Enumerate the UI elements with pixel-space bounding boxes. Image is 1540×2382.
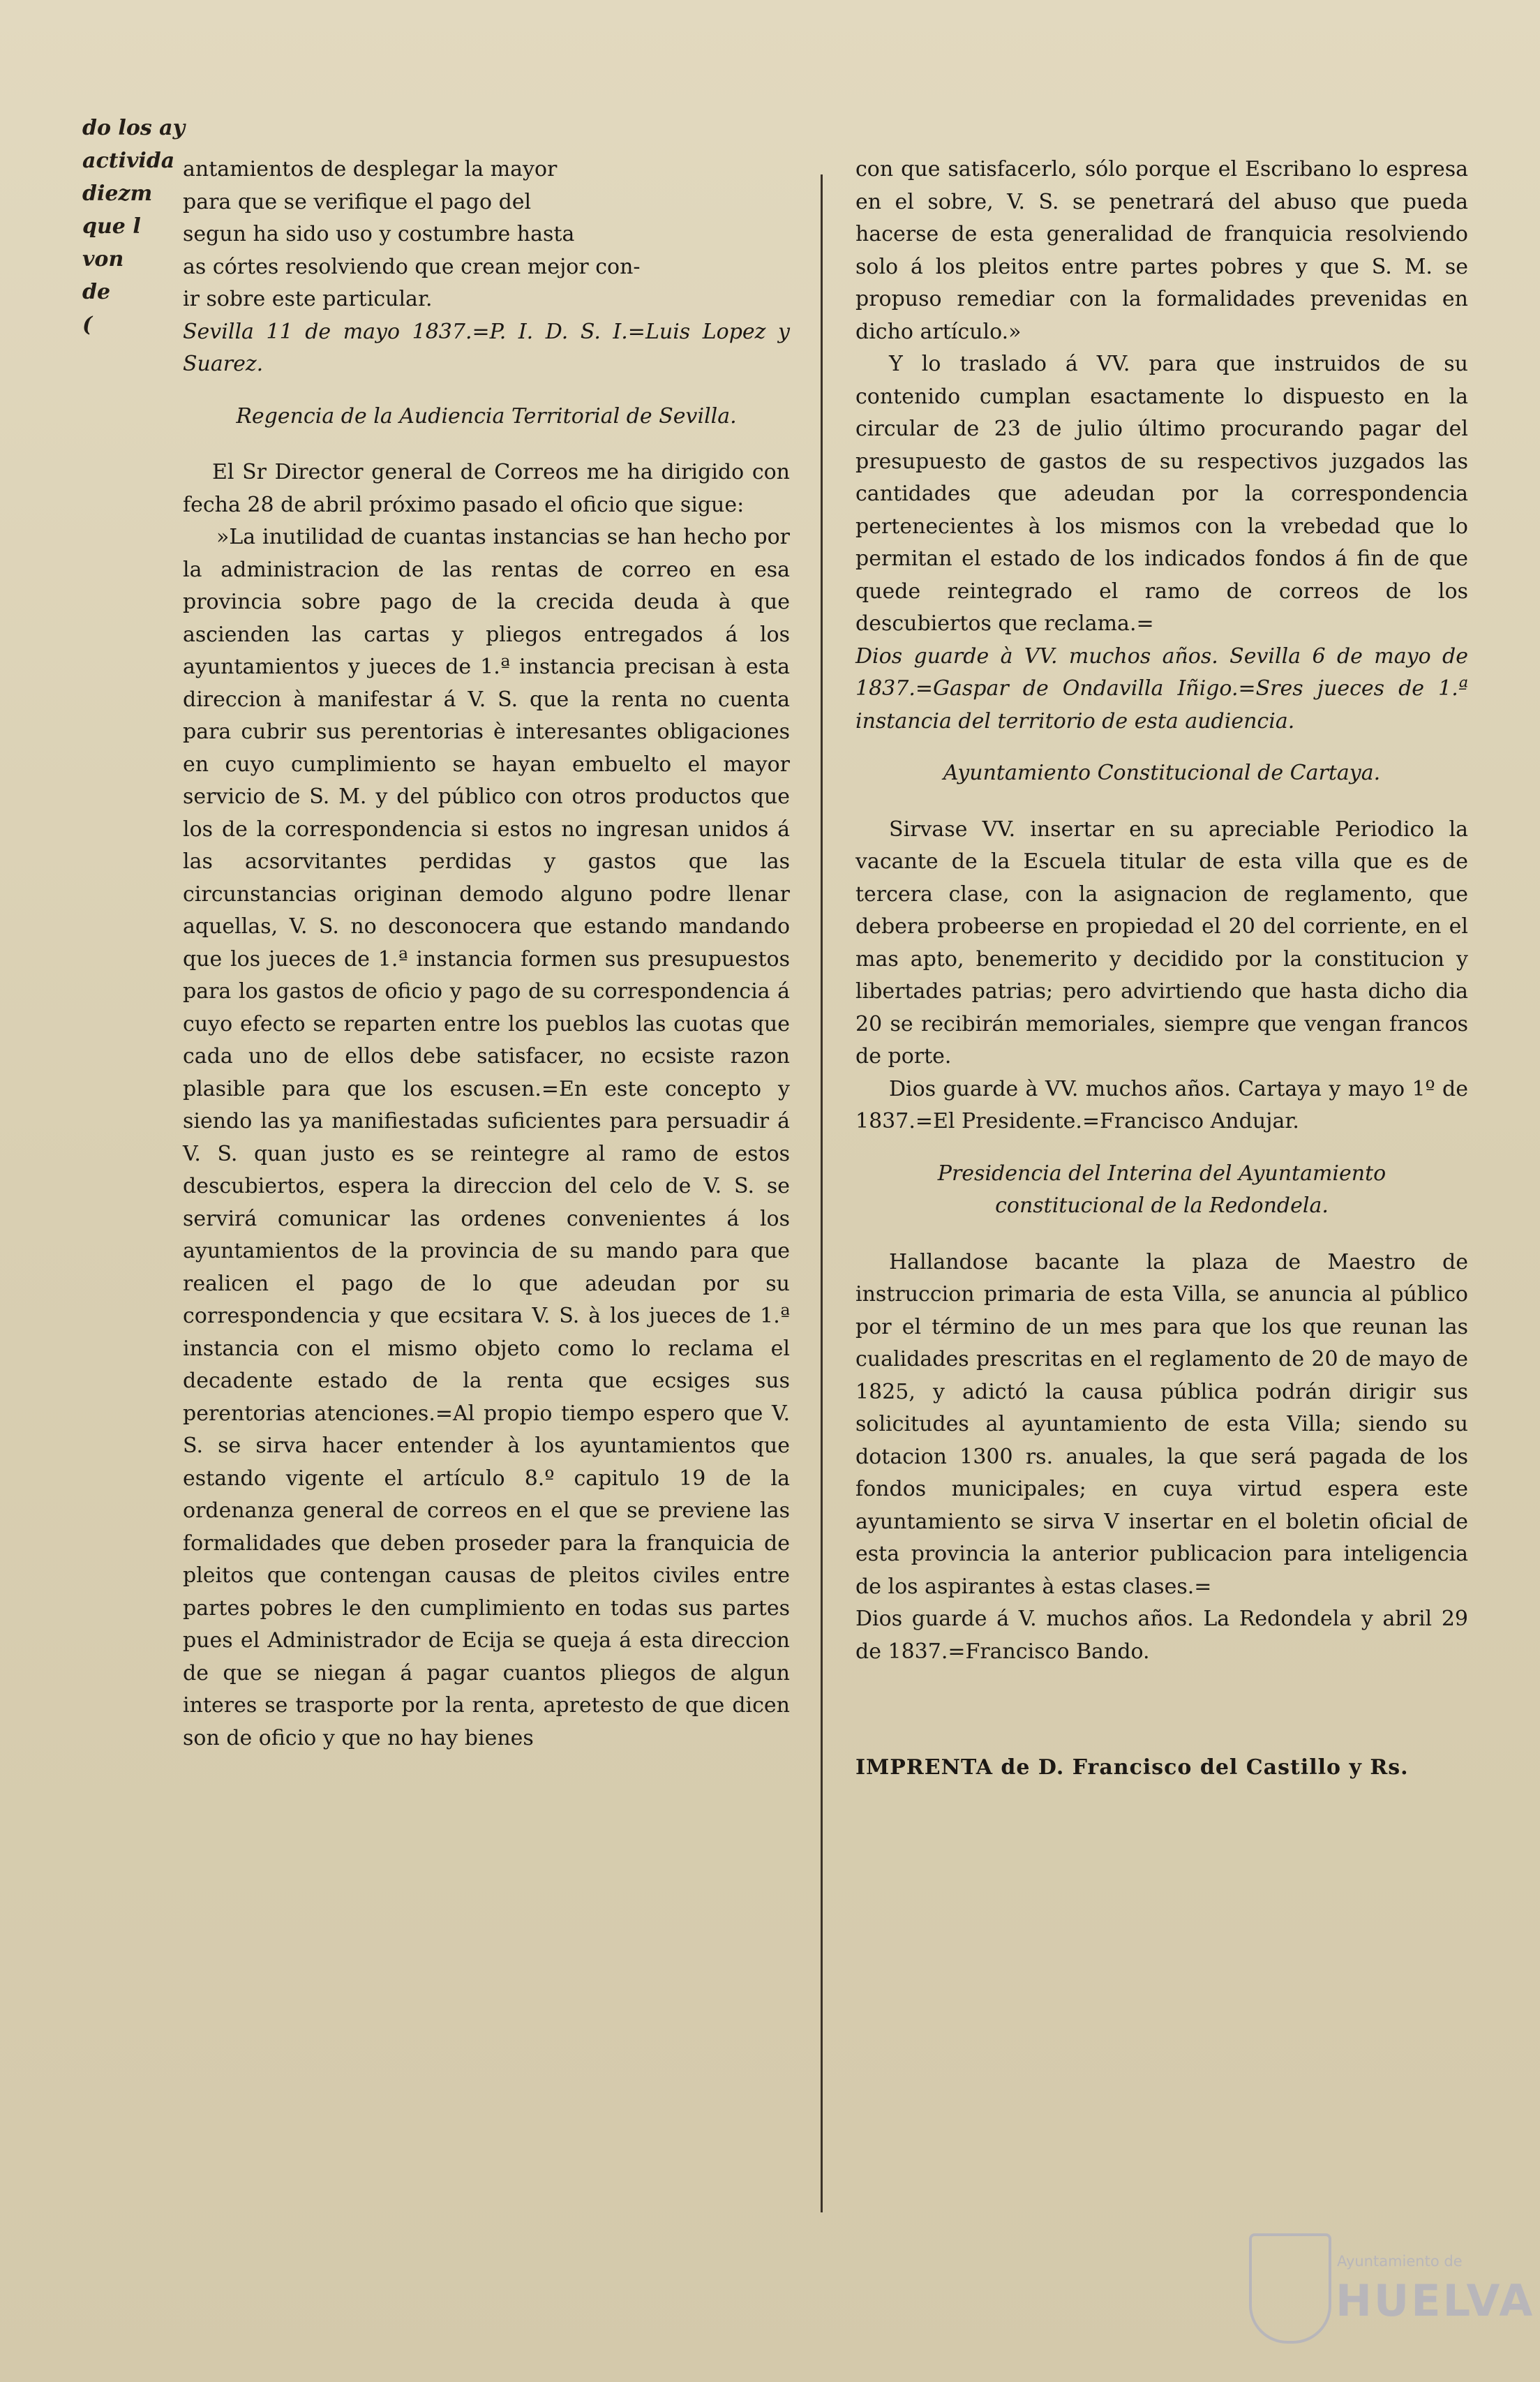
- opening-line: as córtes resolviendo que crean mejor con-: [183, 254, 641, 279]
- opening-line: segun ha sido uso y costumbre hasta: [183, 222, 575, 246]
- margin-line: diezm: [82, 181, 153, 206]
- section-heading-regencia: Regencia de la Audiencia Territorial de Sevilla.: [236, 403, 737, 429]
- huelva-watermark: [1249, 2233, 1535, 2359]
- margin-line: que l: [82, 214, 141, 239]
- printer-footer: IMPRENTA de D. Francisco del Castillo y Rs.: [855, 1755, 1409, 1780]
- watermark-name: HUELVA: [1336, 2275, 1535, 2326]
- opening-signature: Sevilla 11 de mayo 1837.=P. I. D. S. I.=Luis Lopez y Suarez.: [183, 319, 790, 376]
- intro-paragraph: El Sr Director general de Correos me ha dirigido con fecha 28 de abril próximo pasado el oficio que sigue:: [183, 460, 790, 517]
- redondela-signature: Dios guarde á V. muchos años. La Redondela y abril 29 de 1837.=Francisco Bando.: [855, 1607, 1468, 1664]
- opening-line: ir sobre este particular.: [183, 287, 433, 311]
- oficio-paragraph: »La inutilidad de cuantas instancias se han hecho por la administracion de las rentas de correo en esa provincia sobre pago de la crecida deuda à que ascienden las cartas y pliegos entregados á los ayuntamientos y jueces de 1.ª instancia precisan à esta direccion à manifestar á V. S. que la renta no cuenta para cubrir sus perentorias è interesantes obligaciones en cuyo cumplimiento se hayan embuelto el mayor servicio de S. M. y del público con otros productos que los de la correspondencia si estos no ingresan unidos á las acsorvitantes perdidas y gastos que las circunstancias originan demodo alguno podre llenar aquellas, V. S. no desconocera que estando mandando que los jueces de 1.ª instancia formen sus presupuestos para los gastos de oficio y pago de su correspondencia á cuyo efecto se reparten entre los pueblos las cuotas que cada uno de ellos debe satisfacer, no ecsiste razon plasible para que los escusen.=En este concepto y siendo las ya manifiestadas suficientes para persuadir á V. S. quan justo es se reintegre al ramo de estos descubiertos, espera la direccion del celo de V. S. se servirá comunicar las ordenes convenientes á los ayuntamientos de la provincia de su mando para que realicen el pago de lo que adeudan por su correspondencia y que ecsitara V. S. à los jueces de 1.ª instancia con el mismo objeto como lo reclama el decadente estado de la renta que ecsiges sus perentorias atenciones.=Al propio tiempo espero que V. S. se sirva hacer entender à los ayuntamientos que estando vigente el artículo 8.º capitulo 19 de la ordenanza general de correos en el que se previene las formalidades que deben proseder para la franquicia de pleitos que contengan causas de pleitos civiles entre partes pobres le den cumplimiento en todas sus partes pues el Administrador de Ecija se queja á esta direccion de que se niegan á pagar cuantos pliegos de algun interes se trasporte por la renta, apretesto de que dicen son de oficio y que no hay bienes: [183, 525, 790, 1750]
- left-column: [183, 154, 790, 1755]
- coat-of-arms-icon: [1249, 2233, 1331, 2344]
- traslado-paragraph: Y lo traslado á VV. para que instruidos de su contenido cumplan esactamente lo dispuesto en la circular de 23 de julio último procurando pagar del presupuesto de gastos de su respectivos juzgados las cantidades que adeudan por la correspondencia pertenecientes à los mismos con la vrebedad que lo permitan el estado de los indicados fondos á fin de que quede reintegrado el ramo de correos de los descubiertos que reclama.=: [855, 352, 1468, 636]
- margin-line: do los ay: [82, 116, 186, 140]
- continuation-paragraph: con que satisfacerlo, sólo porque el Escribano lo espresa en el sobre, V. S. se penetrará del abuso que pueda hacerse de esta generalidad de franquicia resolviendo solo á los pleitos entre partes pobres y que S. M. se propuso remediar con la formalidades prevenidas en dicho artículo.»: [855, 157, 1468, 344]
- cartaya-signature: Dios guarde à VV. muchos años. Cartaya y mayo 1º de 1837.=El Presidente.=Francisco Andujar.: [855, 1076, 1468, 1133]
- section-heading-redondela: Presidencia del Interina del Ayuntamiento constitucional de la Redondela.: [937, 1161, 1386, 1218]
- margin-line: activida: [82, 149, 175, 173]
- margin-line: (: [82, 313, 93, 337]
- redondela-paragraph: Hallandose bacante la plaza de Maestro de instruccion primaria de esta Villa, se anuncia al público por el término de un mes para que los que reunan las cualidades prescritas en el reglamento de 20 de mayo de 1825, y adictó la causa pública podrán dirigir sus solicitudes al ayuntamiento de esta Villa; siendo su dotacion 1300 rs. anuales, la que será pagada de los fondos municipales; en cuya virtud espera este ayuntamiento se sirva V insertar en el boletin oficial de esta provincia la anterior publicacion para inteligencia de los aspirantes à estas clases.=: [855, 1249, 1468, 1599]
- opening-line: antamientos de desplegar la mayor: [183, 157, 558, 181]
- traslado-signature: Dios guarde à VV. muchos años. Sevilla 6 de mayo de 1837.=Gaspar de Ondavilla Iñigo.=Sres jueces de 1.ª instancia del territorio de esta audiencia.: [855, 643, 1468, 734]
- margin-line: von: [82, 247, 124, 271]
- margin-line: de: [82, 280, 111, 304]
- opening-line: para que se verifique el pago del: [183, 189, 532, 214]
- column-divider: [821, 174, 823, 2212]
- right-column: [855, 154, 1468, 1785]
- watermark-caption: Ayuntamiento de: [1337, 2253, 1463, 2270]
- section-heading-cartaya: Ayuntamiento Constitucional de Cartaya.: [943, 761, 1381, 785]
- cartaya-paragraph: Sirvase VV. insertar en su apreciable Periodico la vacante de la Escuela titular de esta villa que es de tercera clase, con la asignacion de reglamento, que debera probeerse en propiedad el 20 del corriente, en el mas apto, benemerito y decidido por la constitucion y libertades patrias; pero advirtiendo que hasta dicho dia 20 se recibirán memoriales, siempre que vengan francos de porte.: [855, 817, 1468, 1069]
